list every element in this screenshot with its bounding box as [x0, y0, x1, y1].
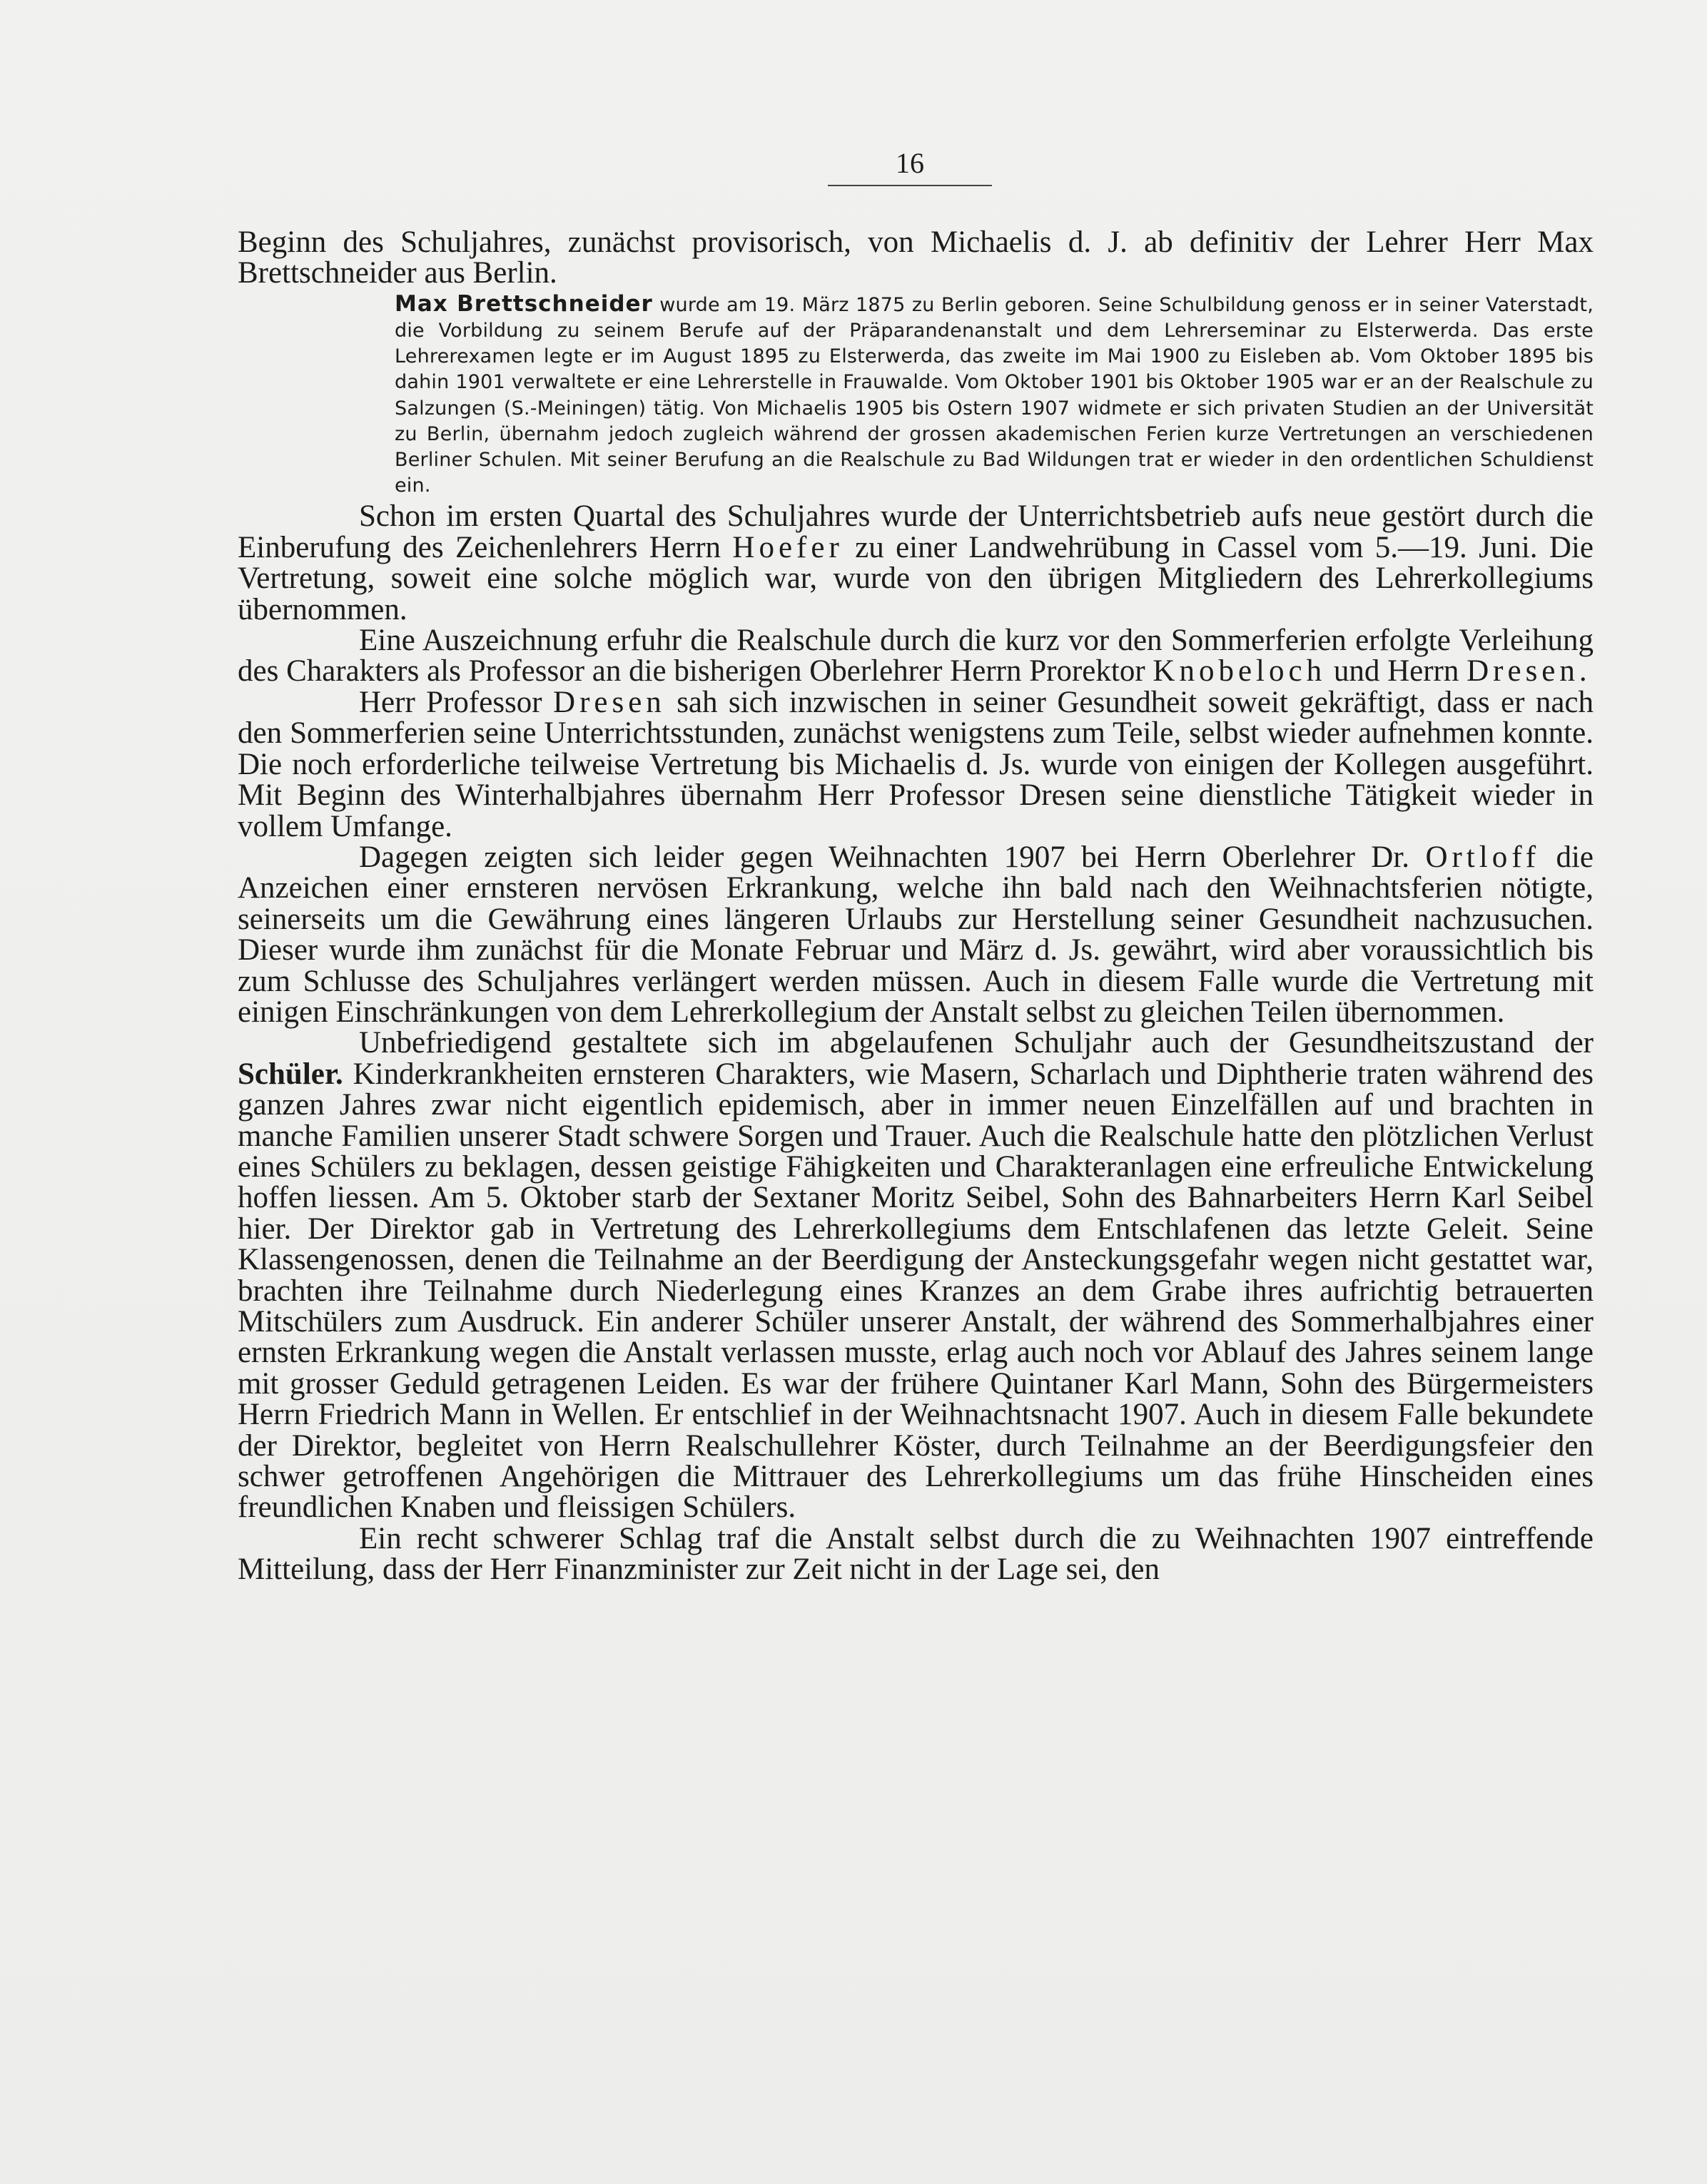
- paragraph-auszeichnung-name-2: Dresen: [1467, 654, 1579, 689]
- biography-text: wurde am 19. März 1875 zu Berlin geboren. Seine Schulbildung genoss er in seiner Vaterstadt, die Vorbildung zu seinem Berufe auf der Präparandenanstalt und dem Lehrerseminar zu Elsterwerda. Das erste Lehrerexamen legte er im August 1895 zu Elsterwerda, das zweite im Mai 1900 zu Eisleben ab. Vom Oktober 1895 bis dahin 1901 verwaltete er eine Lehrerstelle in Frauwalde. Vom Oktober 1901 bis Oktober 1905 war er an der Realschule zu Salzungen (S.-Meiningen) tätig. Von Michaelis 1905 bis Ostern 1907 widmete er sich privaten Studien an der Universität zu Berlin, übernahm jedoch zugleich während der grossen akademischen Ferien kurze Vertretungen an verschiedenen Berliner Schulen. Mit seiner Berufung an die Realschule zu Bad Wildungen trat er wieder in den ordentlichen Schuldienst ein.: [395, 293, 1594, 497]
- paragraph-auszeichnung-name-1: Knobeloch: [1153, 654, 1327, 689]
- paragraph-ortloff-text-a: Dagegen zeigten sich leider gegen Weihnachten 1907 bei Herrn Oberlehrer Dr.: [359, 840, 1426, 874]
- paragraph-landwehr-name: Hoefer: [732, 530, 844, 564]
- paragraph-gesundheit-text-b: Kinderkrankheiten ernsteren Charakters, wie Masern, Scharlach und Diphtherie traten während des ganzen Jahres zwar nicht eigentlich epidemisch, aber in immer neuen Einzelfällen auf und brachten in manche Familien unserer Stadt schwere Sorgen und Trauer. Auch die Realschule hatte den plötzlichen Verlust eines Schülers zu beklagen, dessen geistige Fähigkeiten und Charakteranlagen eine erfreuliche Entwickelung hoffen liessen. Am 5. Oktober starb der Sextaner Moritz Seibel, Sohn des Bahnarbeiters Herrn Karl Seibel hier. Der Direktor gab in Vertretung des Lehrerkollegiums dem Entschlafenen das letzte Geleit. Seine Klassengenossen, denen die Teilnahme an der Beerdigung der Ansteckungsgefahr wegen nicht gestattet war, brachten ihre Teilnahme durch Niederlegung eines Kranzes an dem Grabe ihres aufrichtig betrauerten Mitschülers zum Ausdruck. Ein anderer Schüler unserer Anstalt, der während des Sommerhalbjahres einer ernsten Erkrankung wegen die Anstalt verlassen musste, erlag auch noch vor Ablauf des Jahres seinem lange mit grosser Geduld getragenen Leiden. Es war der frühere Quintaner Karl Mann, Sohn des Bürgermeisters Herrn Friedrich Mann in Wellen. Er entschlief in der Weihnachtsnacht 1907. Auch in diesem Falle bekundete der Direktor, begleitet von Herrn Realschullehrer Köster, durch Teilnahme an der Beerdigungsfeier den schwer getroffenen Angehörigen die Mittrauer des Lehrerkollegiums um das frühe Hinscheiden eines freundlichen Knaben und fleissigen Schülers.: [238, 1057, 1594, 1525]
- paragraph-gesundheit-text-a: Unbefriedigend gestaltete sich im abgelaufenen Schuljahr auch der Gesundheitszustand der: [359, 1026, 1594, 1060]
- biography-name: Max Brettschneider: [395, 290, 653, 317]
- paragraph-dresen-text-a: Herr Professor: [359, 685, 554, 719]
- paragraph-appointment-text: Beginn des Schuljahres, zunächst provisorisch, von Michaelis d. J. ab definitiv der Lehrer Herr Max Brettschneider aus Berlin.: [238, 225, 1594, 290]
- paragraph-ortloff-name: Ortloff: [1425, 840, 1541, 874]
- body-text: [238, 227, 1594, 1585]
- paragraph-dresen-text-b: sah sich inzwischen in seiner Gesundheit soweit gekräftigt, dass er nach den Sommerferien seine Unterrichtsstunden, zunächst wenigstens zum Teile, selbst wieder aufnehmen konnte. Die noch erforderliche teilweise Vertretung bis Michaelis d. Js. wurde von einigen der Kollegen ausgeführt. Mit Beginn des Winterhalbjahres übernahm Herr Professor Dresen seine dienstliche Tätigkeit wieder in vollem Umfange.: [238, 685, 1594, 843]
- paragraph-landwehr-text-b: zu einer Landwehrübung in Cassel vom 5.—19. Juni. Die Vertretung, soweit eine solche möglich war, wurde von den übrigen Mitgliedern des Lehrerkollegiums übernommen.: [238, 530, 1594, 626]
- paragraph-landwehr: [238, 501, 1594, 625]
- paragraph-gesundheit-bold: Schüler.: [238, 1057, 343, 1091]
- paragraph-landwehr-text-a: Schon im ersten Quartal des Schuljahres wurde der Unterrichtsbetrieb aufs neue gestört durch die Einberufung des Zeichenlehrers Herrn: [238, 499, 1594, 564]
- paragraph-ortloff-text-b: die Anzeichen einer ernsteren nervösen Erkrankung, welche ihn bald nach den Weihnachtsferien nötigte, seinerseits um die Gewährung eines längeren Urlaubs zur Herstellung seiner Gesundheit nachzusuchen. Dieser wurde ihm zunächst für die Monate Februar und März d. Js. gewährt, wird aber voraussichtlich bis zum Schlusse des Schuljahres verlängert werden müssen. Auch in diesem Falle wurde die Vertretung mit einigen Einschränkungen von dem Lehrerkollegium der Anstalt selbst zu gleichen Teilen übernommen.: [238, 840, 1594, 1029]
- page-number: 16: [896, 147, 924, 179]
- paragraph-dresen-name: Dresen: [553, 685, 666, 719]
- paragraph-finanzminister-text: Ein recht schwerer Schlag traf die Anstalt selbst durch die zu Weihnachten 1907 eintreffende Mitteilung, dass der Herr Finanzminister zur Zeit nicht in der Lage sei, den: [238, 1521, 1594, 1587]
- paragraph-auszeichnung-text-b: und Herrn: [1326, 654, 1467, 689]
- biography-note: [395, 291, 1594, 499]
- paragraph-gesundheit: [238, 1027, 1594, 1523]
- paragraph-auszeichnung-text-a: Eine Auszeichnung erfuhr die Realschule durch die kurz vor den Sommerferien erfolgte Verleihung des Charakters als Professor an die bisherigen Oberlehrer Herrn Prorektor: [238, 624, 1594, 689]
- paragraph-appointment: [238, 227, 1594, 289]
- header-rule: [828, 185, 992, 186]
- paragraph-finanzminister: [238, 1523, 1594, 1585]
- paragraph-dresen: [238, 687, 1594, 842]
- paragraph-auszeichnung: [238, 625, 1594, 687]
- paragraph-ortloff: [238, 842, 1594, 1027]
- paragraph-auszeichnung-text-c: .: [1579, 654, 1587, 689]
- page-header: [828, 146, 992, 186]
